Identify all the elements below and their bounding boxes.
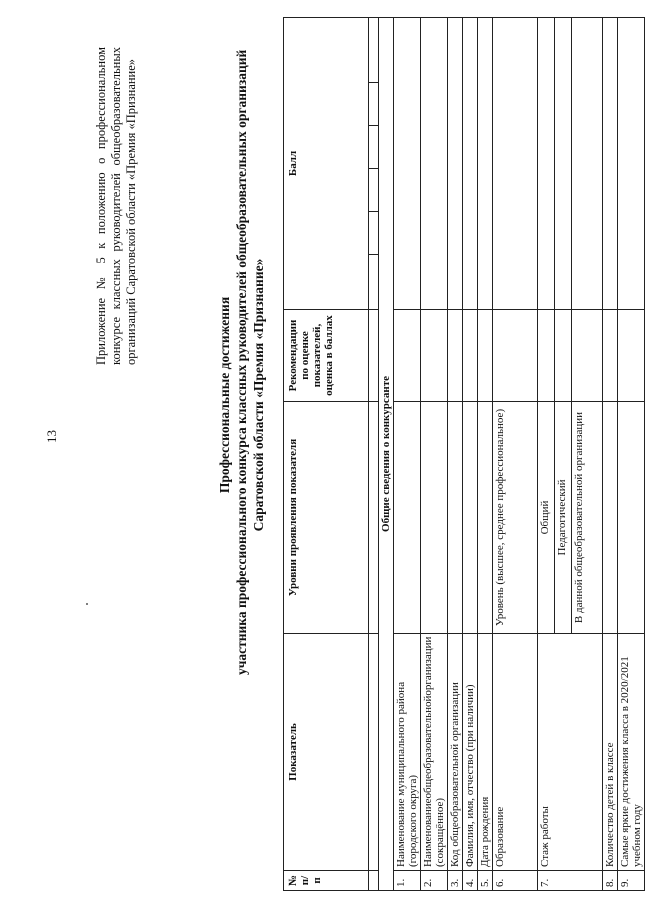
header-indicator: Показатель xyxy=(284,634,369,871)
document-title xyxy=(216,49,267,675)
table-row xyxy=(493,17,538,890)
scan-dot xyxy=(86,603,88,605)
row-number: 3. xyxy=(448,871,463,891)
table-header-row xyxy=(284,17,369,890)
row-indicator: Стаж работы xyxy=(538,634,603,871)
row-number: 5. xyxy=(478,871,493,891)
section-heading-row xyxy=(379,17,394,890)
row-level: В данной общеобразовательной организации xyxy=(572,402,603,634)
title-line-2: участника профессионального конкурса классных руководителей общеобразовательных организаций xyxy=(234,49,249,675)
row-number: 8. xyxy=(603,871,618,891)
row-indicator: Дата рождения xyxy=(478,634,493,871)
table-row xyxy=(448,17,463,890)
header-score: Балл xyxy=(284,17,369,309)
row-level: Уровень (высшее, среднее профессиональное) xyxy=(493,402,538,634)
row-number: 1. xyxy=(394,871,421,891)
header-recommendations: Рекомендации по оценке показателей, оценка в баллах xyxy=(284,310,369,402)
row-indicator: Количество детей в классе xyxy=(603,634,618,871)
row-indicator: Самые яркие достижения класса в 2020/2021 учебном году xyxy=(618,634,645,871)
row-level: Общий xyxy=(538,402,555,634)
row-indicator: Образование xyxy=(493,634,538,871)
table-row xyxy=(463,17,478,890)
row-number: 4. xyxy=(463,871,478,891)
table-row xyxy=(618,17,645,890)
appendix-note: Приложение № 5 к положению о профессиональном конкурсе классных руководителей общеобразовательных организаций Саратовской области «Премия «Признание» xyxy=(94,47,138,365)
table-row xyxy=(603,17,618,890)
row-indicator: Код общеобразовательной организации xyxy=(448,634,463,871)
row-number: 9. xyxy=(618,871,645,891)
title-line-3: Саратовской области «Премия «Признание» xyxy=(251,258,266,532)
row-indicator: Наименование муниципального района (городского округа) xyxy=(394,634,421,871)
table-row xyxy=(394,17,421,890)
page-number: 13 xyxy=(44,430,59,443)
row-number: 6. xyxy=(493,871,538,891)
row-indicator: Наименование общеобразовательной организации (сокращённое) xyxy=(421,634,448,871)
achievements-table xyxy=(283,17,645,891)
row-indicator: Фамилия, имя, отчество (при наличии) xyxy=(463,634,478,871)
table-row xyxy=(421,17,448,890)
table-subheader-row xyxy=(369,17,379,890)
title-line-1: Профессиональные достижения xyxy=(217,296,232,494)
table-row xyxy=(538,17,555,890)
section-general-title: Общие сведения о конкурсанте xyxy=(379,17,394,890)
row-level: Педагогический xyxy=(555,402,572,634)
header-levels: Уровни проявления показателя xyxy=(284,402,369,634)
row-number: 7. xyxy=(538,871,603,891)
table-row xyxy=(478,17,493,890)
row-number: 2. xyxy=(421,871,448,891)
header-num: № п/ п xyxy=(284,871,369,891)
